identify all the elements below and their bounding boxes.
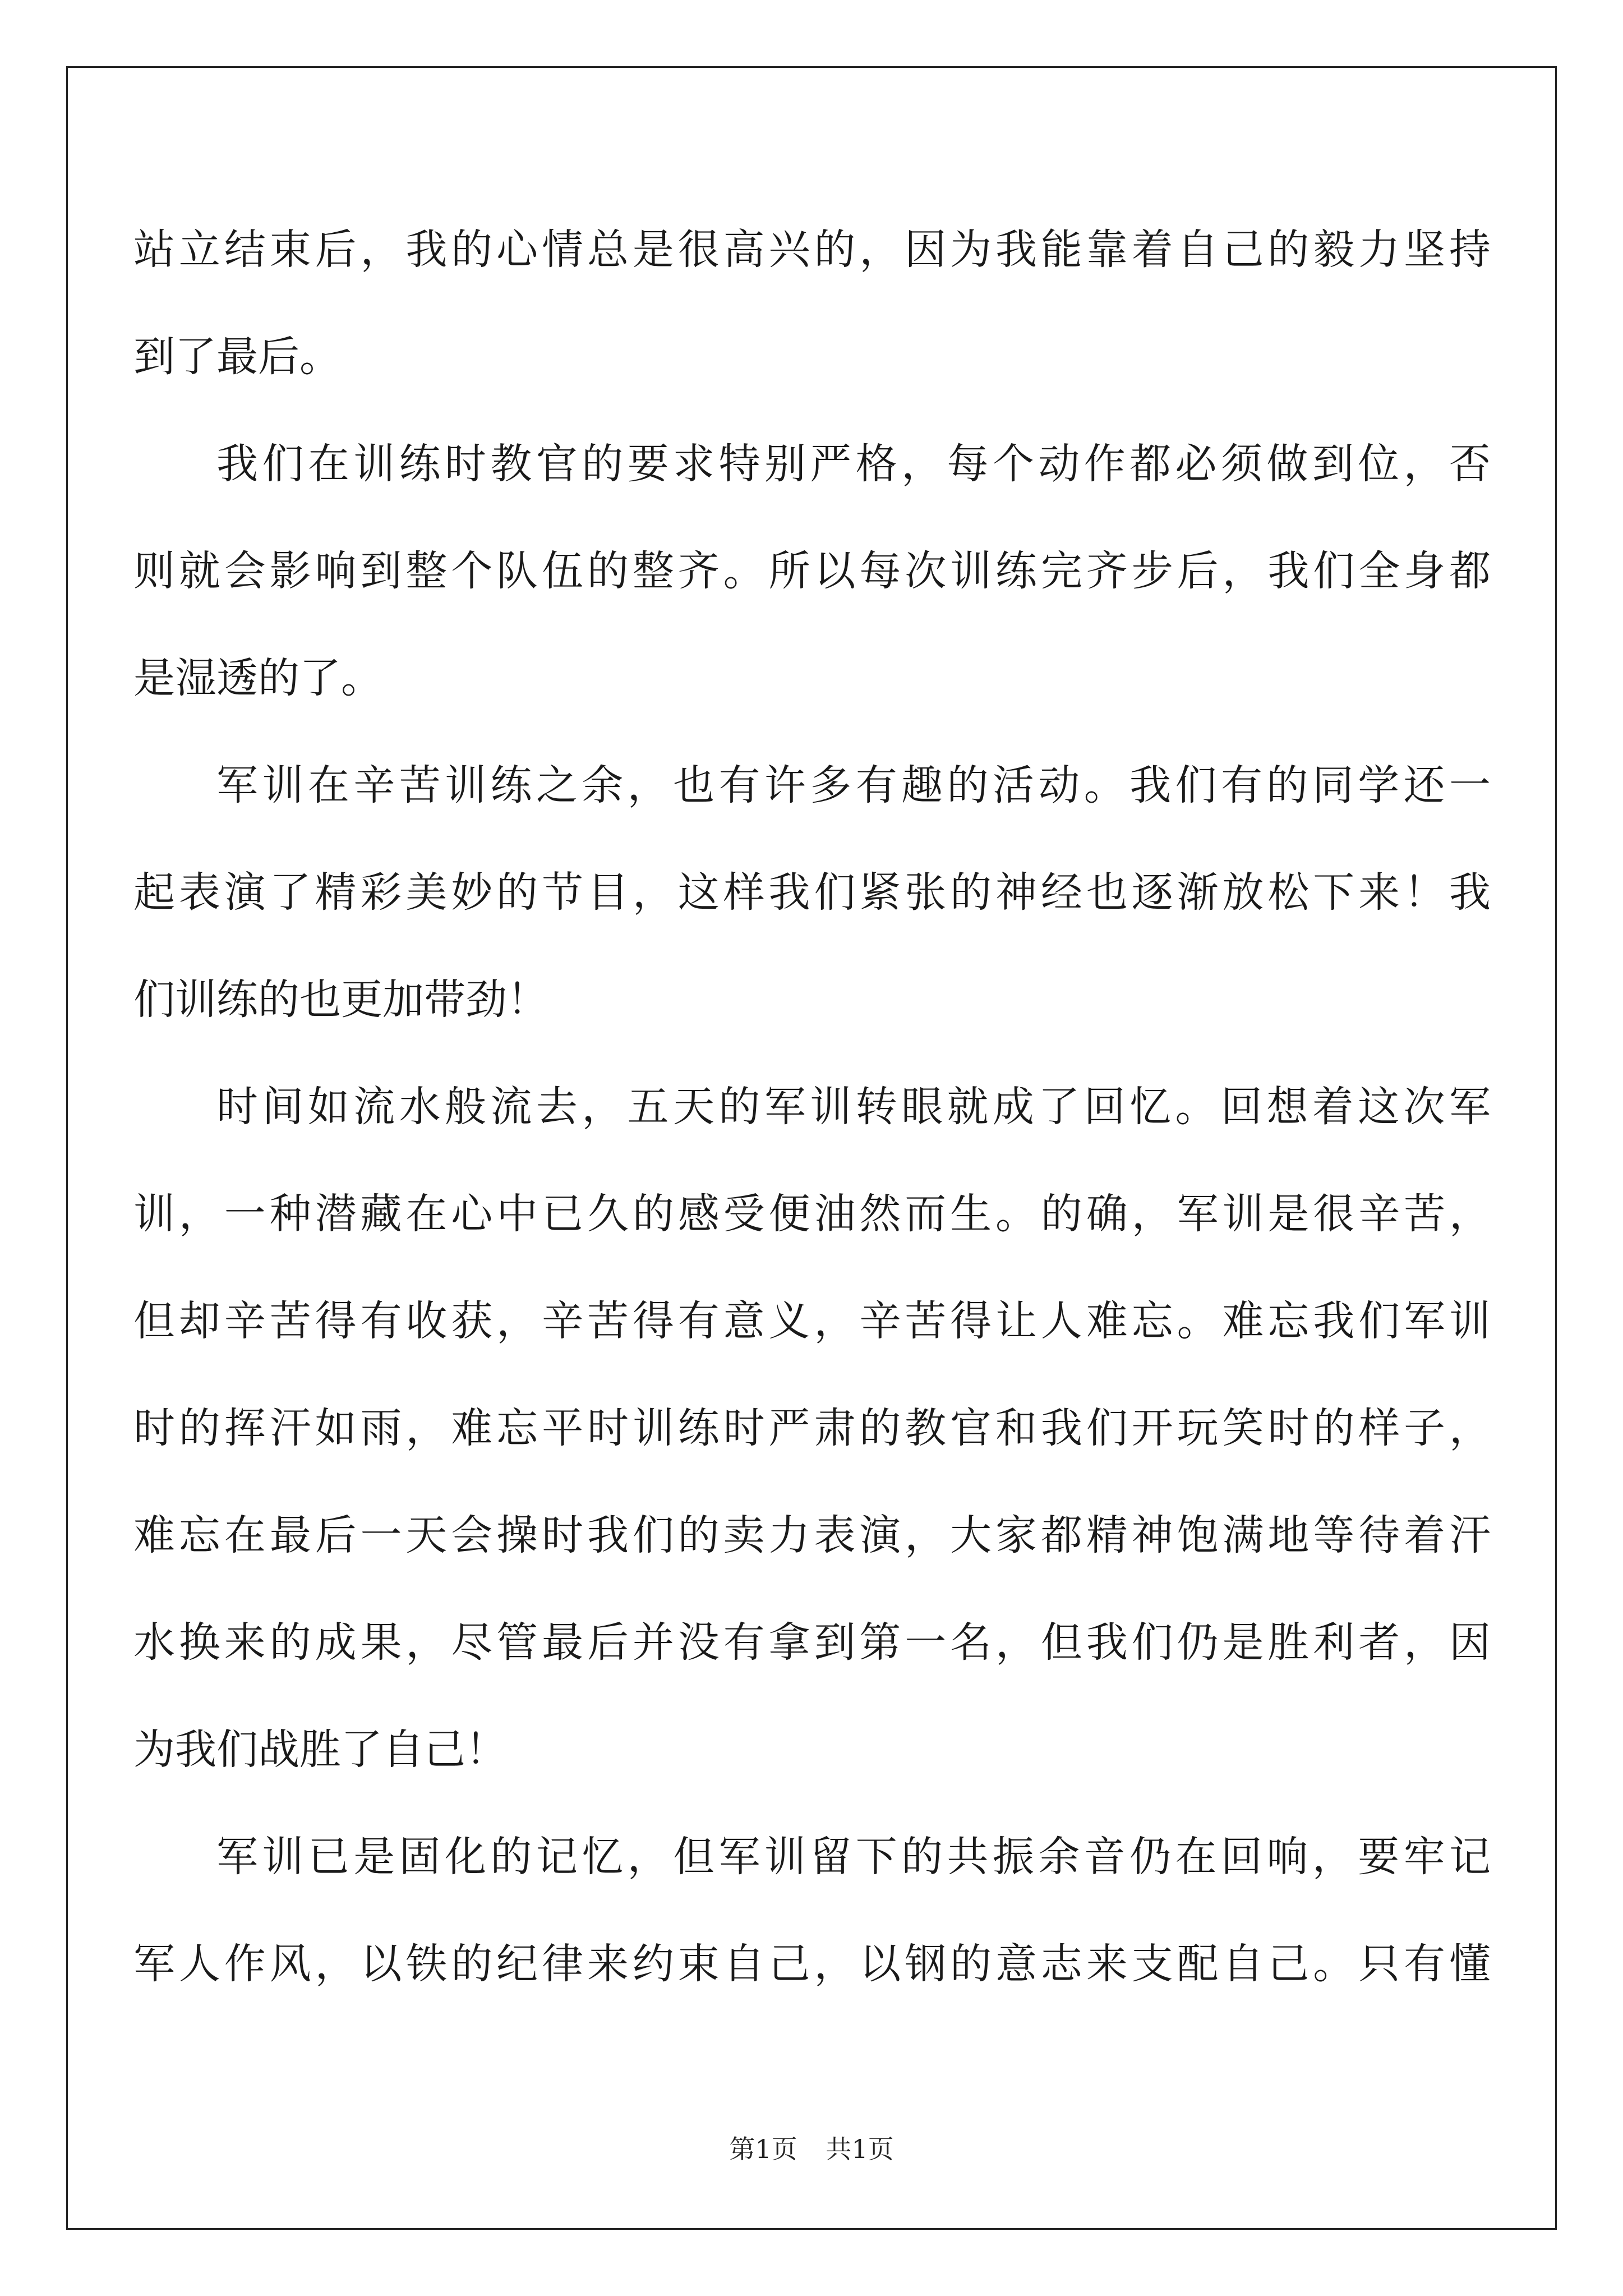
text-line: 时间如流水般流去，五天的军训转眼就成了回忆。回想着这次军 xyxy=(216,1083,1491,1131)
text-line: 我们在训练时教官的要求特别严格，每个动作都必须做到位，否 xyxy=(216,440,1491,488)
page-number: 第1页 xyxy=(729,2134,797,2164)
text-line: 站立结束后，我的心情总是很高兴的，因为我能靠着自己的毅力坚持 xyxy=(133,226,1491,274)
document-body xyxy=(133,196,1491,2018)
text-line: 们训练的也更加带劲！ xyxy=(133,976,548,1024)
text-line: 水换来的成果，尽管最后并没有拿到第一名，但我们仍是胜利者，因 xyxy=(133,1618,1491,1667)
text-line: 是湿透的了。 xyxy=(133,654,382,702)
text-line: 起表演了精彩美妙的节目，这样我们紧张的神经也逐渐放松下来！我 xyxy=(133,868,1491,917)
text-line: 难忘在最后一天会操时我们的卖力表演，大家都精神饱满地等待着汗 xyxy=(133,1511,1491,1559)
page-total: 共1页 xyxy=(826,2134,894,2164)
text-line: 时的挥汗如雨，难忘平时训练时严肃的教官和我们开玩笑时的样子， xyxy=(133,1404,1491,1452)
text-line: 为我们战胜了自己！ xyxy=(133,1726,507,1774)
text-line: 但却辛苦得有收获，辛苦得有意义，辛苦得让人难忘。难忘我们军训 xyxy=(133,1297,1491,1345)
text-line: 则就会影响到整个队伍的整齐。所以每次训练完齐步后，我们全身都 xyxy=(133,547,1491,595)
page-footer xyxy=(0,2129,1623,2166)
text-line: 到了最后。 xyxy=(133,333,341,381)
text-line: 军人作风，以铁的纪律来约束自己，以钢的意志来支配自己。只有懂 xyxy=(133,1940,1491,1988)
text-line: 军训已是固化的记忆，但军训留下的共振余音仍在回响，要牢记 xyxy=(216,1833,1491,1881)
text-line: 训，一种潜藏在心中已久的感受便油然而生。的确，军训是很辛苦， xyxy=(133,1190,1491,1238)
text-line: 军训在辛苦训练之余，也有许多有趣的活动。我们有的同学还一 xyxy=(216,761,1491,809)
